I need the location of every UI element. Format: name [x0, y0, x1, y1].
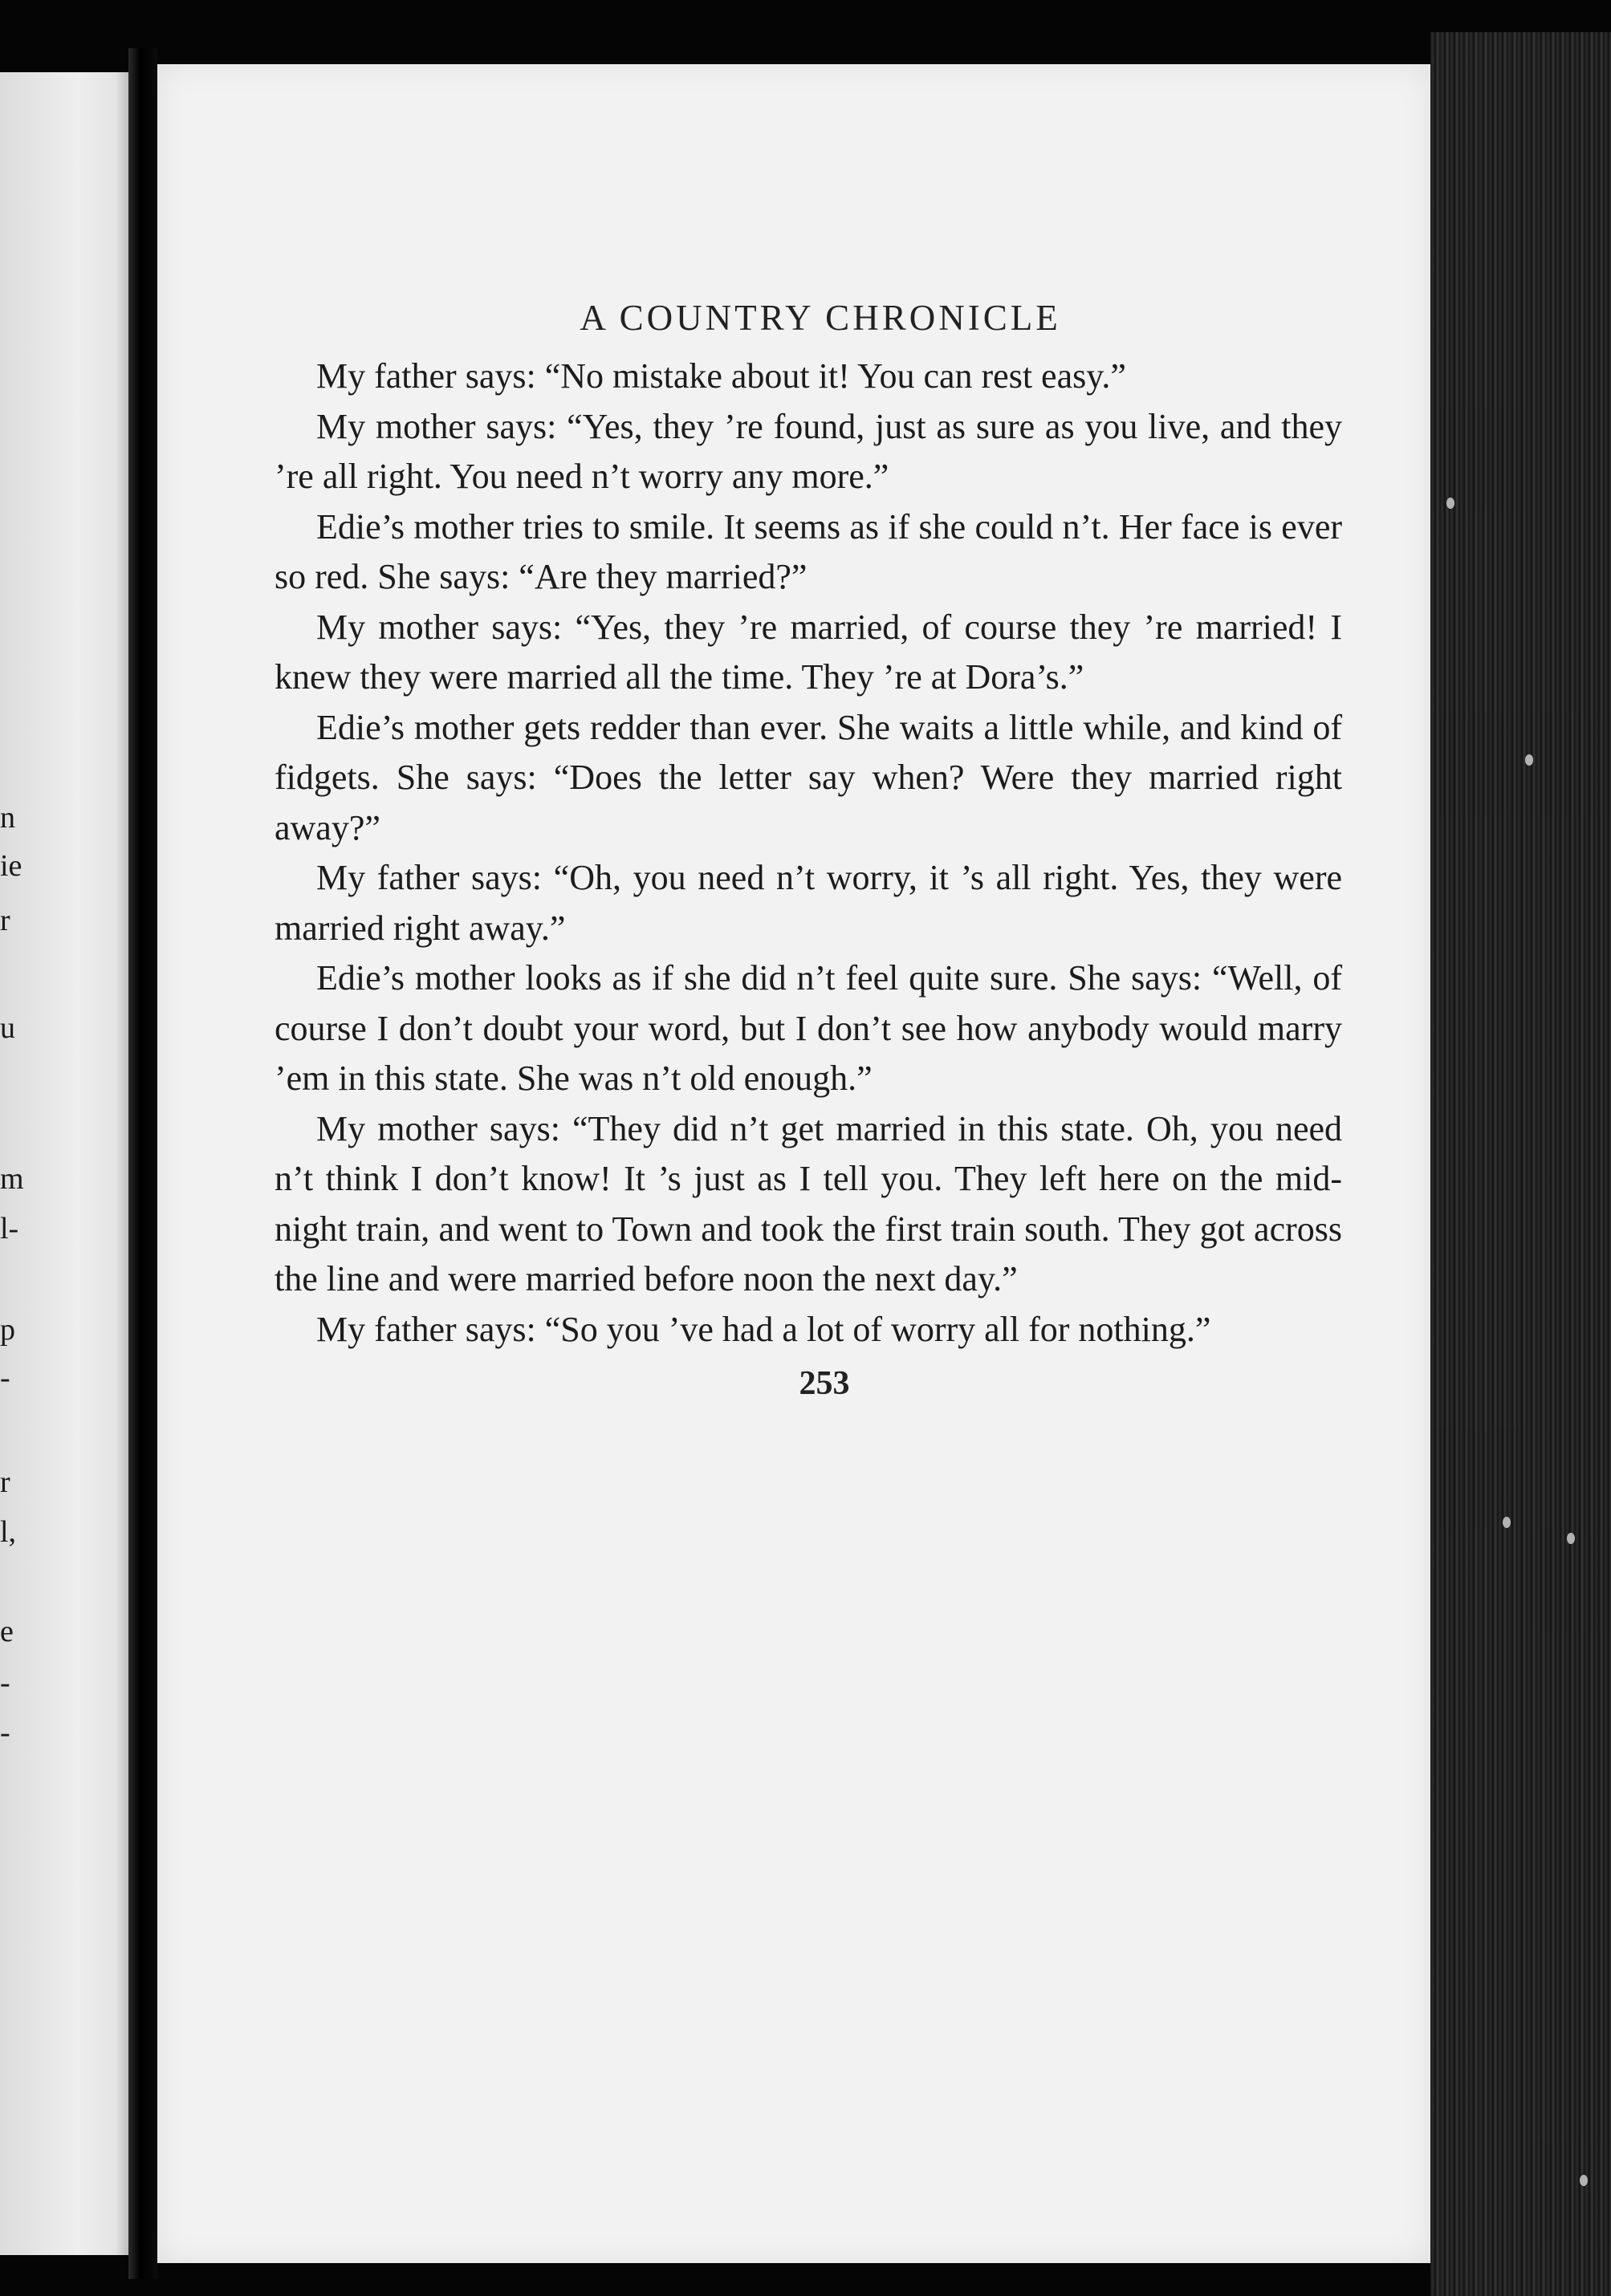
scan-speck [1567, 1533, 1575, 1544]
left-fragment: ie [0, 849, 22, 883]
page-number: 253 [799, 1365, 850, 1402]
scan-speck [1503, 1517, 1511, 1528]
left-fragment: l- [0, 1212, 19, 1246]
paragraph: My father says: “No mistake about it! You can rest easy.” [316, 356, 1126, 396]
left-facing-page [0, 72, 128, 2255]
paragraph: My mother says: “They did n’t get married in this state. Oh, you need n’t think I don’t know! It ’s just as I tell you. They left here on the mid-night train, and went to Town and took the first train south. They got across the line and were married before noon the next day.” [275, 1108, 1342, 1298]
scan-speck [1446, 498, 1454, 509]
paragraph: Edie’s mother gets redder than ever. She waits a little while, and kind of fidgets. She says: “Does the letter say when? Were they married right away?” [275, 707, 1342, 847]
paragraph: My father says: “So you ’ve had a lot of worry all for nothing.” [316, 1309, 1211, 1349]
paragraph: My mother says: “Yes, they ’re found, just as sure as you live, and they ’re all right. You need n’t worry any more.” [275, 406, 1342, 496]
paragraph: Edie’s mother tries to smile. It seems as if she could n’t. Her face is ever so red. She says: “Are they married?” [275, 506, 1342, 596]
left-fragment: r [0, 1465, 10, 1499]
page-text-block [275, 297, 1342, 1403]
left-fragment: - [0, 1716, 10, 1749]
running-head: A COUNTRY CHRONICLE [580, 298, 1061, 338]
paragraph: My mother says: “Yes, they ’re married, of course they ’re married! I knew they were married all the time. They ’re at Dora’s.” [275, 607, 1342, 697]
left-fragment: m [0, 1162, 24, 1196]
book-gutter [128, 48, 157, 2279]
left-fragment: - [0, 1361, 10, 1395]
left-fragment: e [0, 1615, 14, 1648]
left-fragment: - [0, 1666, 10, 1700]
left-fragment: p [0, 1313, 15, 1347]
left-fragment: u [0, 1011, 15, 1045]
book-page [157, 64, 1430, 2263]
left-fragment: n [0, 801, 15, 835]
book-page-edges [1430, 32, 1611, 2296]
scan-speck [1580, 2175, 1588, 2186]
left-page-text-fragments [0, 72, 128, 2255]
paragraph: My father says: “Oh, you need n’t worry, it ’s all right. Yes, they were married right away.” [275, 858, 1342, 948]
left-fragment: r [0, 904, 10, 937]
left-fragment: l, [0, 1515, 17, 1549]
paragraph: Edie’s mother looks as if she did n’t feel quite sure. She says: “Well, of course I don’t doubt your word, but I don’t see how anybody would marry ’em in this state. She was n’t old enough.” [275, 958, 1342, 1098]
scan-speck [1525, 754, 1533, 766]
